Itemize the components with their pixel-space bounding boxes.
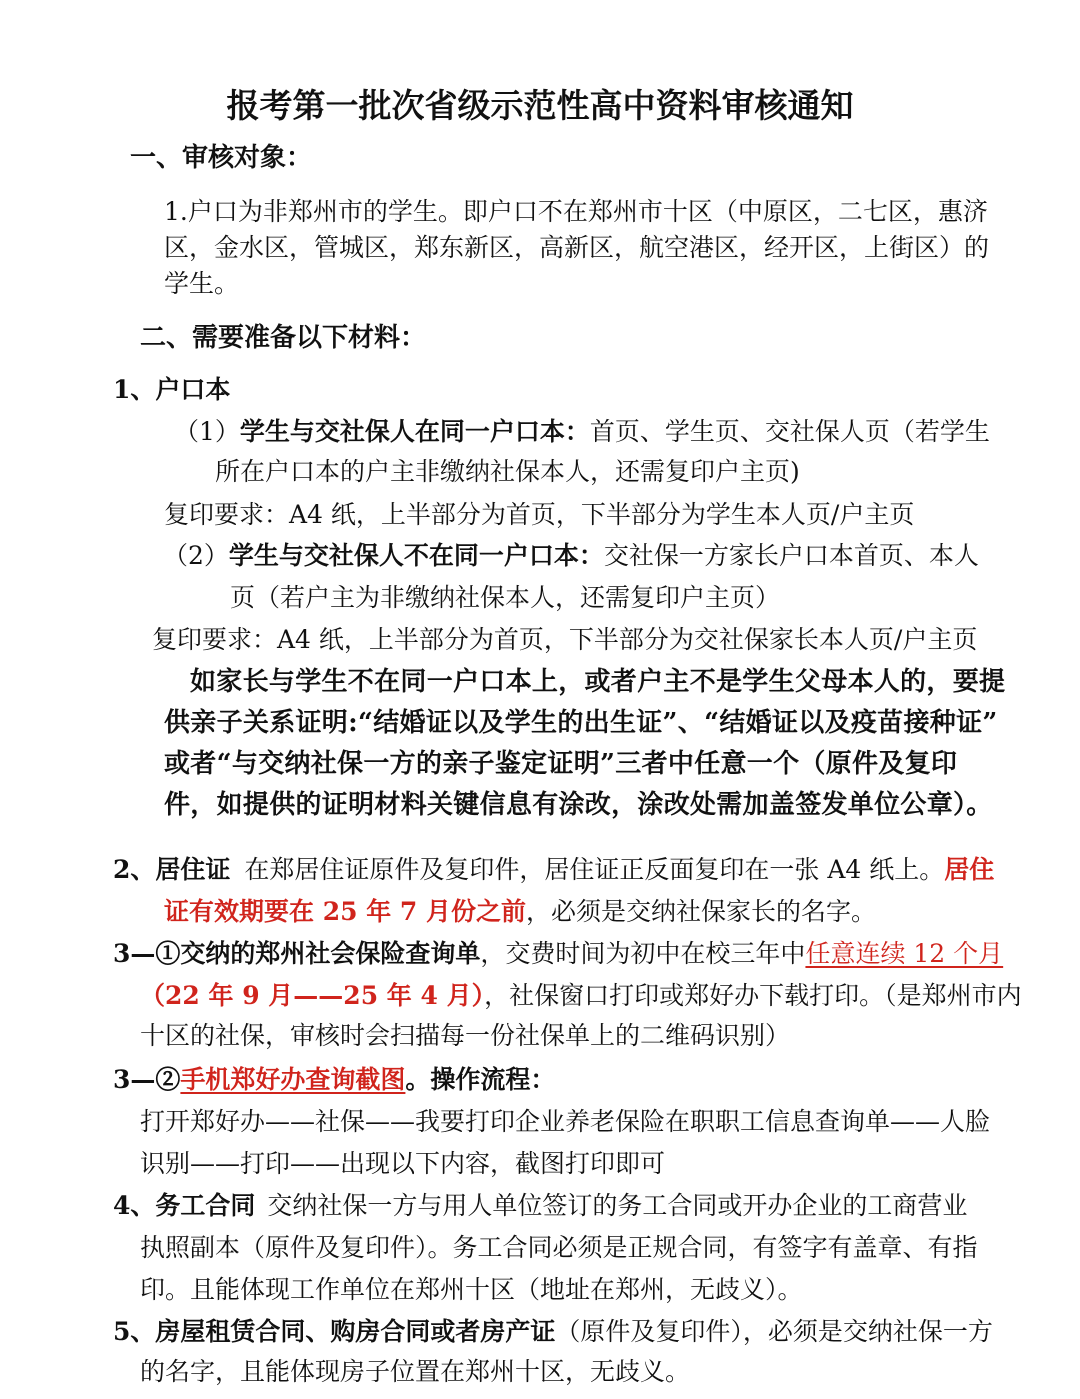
housing-line: 的名字，且能体现房子位置在郑州十区，无歧义。 [140, 1357, 691, 1386]
copy-requirement: 复印要求：A4 纸，上半部分为首页，下半部分为交社保家长本人页/户主页 [152, 625, 978, 654]
social-insurance-tail: ，社保窗口打印或郑好办下载打印。（是郑州市内 [484, 981, 1022, 1010]
section1-line: 学生。 [164, 269, 240, 298]
item-labor-contract [113, 1188, 967, 1224]
item-prefix: 3—② [113, 1065, 181, 1094]
residence-tail: ，必须是交纳社保家长的名字。 [526, 897, 877, 926]
residence-text: 在郑居住证原件及复印件，居住证正反面复印在一张 A4 纸上。 [244, 855, 945, 884]
labor-contract-text: 交纳社保一方与用人单位签订的务工合同或开办企业的工商营业 [267, 1191, 968, 1220]
residence-highlight: 居住 [944, 855, 995, 884]
section-heading-materials: 二、需要准备以下材料： [140, 323, 427, 353]
labor-contract-line: 印。且能体现工作单位在郑州十区（地址在郑州，无歧义）。 [140, 1275, 803, 1304]
operation-flow-line: 识别——打印——出现以下内容，截图打印即可 [140, 1149, 666, 1178]
section-heading-audit-target: 一、审核对象： [130, 143, 313, 173]
item-phone-screenshot [113, 1062, 555, 1098]
residence-highlight: 证有效期要在 25 年 7 月份之前 [164, 897, 527, 926]
emphasis-line: 件，如提供的证明材料关键信息有涂改，涂改处需加盖签发单位公章）。 [164, 790, 993, 820]
item-heading-labor-contract: 4、务工合同 [113, 1191, 256, 1220]
item-heading-social-insurance: 交纳的郑州社会保险查询单 [180, 939, 481, 968]
sub-item-continuation: 页（若户主为非缴纳社保本人，还需复印户主页） [230, 583, 781, 612]
social-insurance-note: 十区的社保，审核时会扫描每一份社保单上的二维码识别） [140, 1021, 791, 1050]
labor-contract-line: 执照副本（原件及复印件）。务工合同必须是正规合同，有签字有盖章、有指 [140, 1233, 978, 1262]
housing-text: （原件及复印件），必须是交纳社保一方 [555, 1317, 993, 1346]
sub-item-label: （1） [174, 417, 240, 446]
sub-item-different-register [163, 538, 979, 574]
section1-line: 1.户口为非郑州市的学生。即户口不在郑州市十区（中原区，二七区，惠济 [164, 197, 988, 226]
page-title: 报考第一批次省级示范性高中资料审核通知 [226, 86, 854, 125]
item-heading-hukou: 1、户口本 [113, 375, 231, 404]
residence-continuation [164, 894, 876, 930]
item-heading-residence: 2、居住证 [113, 855, 231, 884]
item-housing [113, 1314, 993, 1350]
screenshot-highlight: 手机郑好办查询截图 [180, 1065, 406, 1094]
emphasis-line: 如家长与学生不在同一户口本上，或者户主不是学生父母本人的，要提 [190, 667, 1006, 697]
sub-item-label: （2） [163, 541, 229, 570]
social-insurance-highlight: 任意连续 12 个月 [805, 939, 1004, 968]
copy-requirement: 复印要求：A4 纸，上半部分为首页，下半部分为学生本人页/户主页 [164, 500, 915, 529]
sub-item-bold: 学生与交社保人在同一户口本： [239, 417, 590, 446]
emphasis-line: 供亲子关系证明:“结婚证以及学生的出生证”、“结婚证以及疫苗接种证” [164, 708, 998, 738]
section1-line: 区，金水区，管城区，郑东新区，高新区，航空港区，经开区，上街区）的 [164, 233, 990, 262]
item-residence-permit [113, 852, 994, 888]
sub-item-bold: 学生与交社保人不在同一户口本： [228, 541, 604, 570]
sub-item-text: 交社保一方家长户口本首页、本人 [603, 541, 979, 570]
social-insurance-continuation [140, 978, 1022, 1014]
sub-item-same-register [174, 414, 990, 450]
sub-item-continuation: 所在户口本的户主非缴纳社保本人，还需复印户主页) [215, 457, 800, 486]
operation-flow-label: 。操作流程： [405, 1065, 556, 1094]
social-insurance-period: （22 年 9 月——25 年 4 月） [140, 981, 485, 1010]
item-heading-housing: 5、房屋租赁合同、购房合同或者房产证 [113, 1317, 556, 1346]
emphasis-line: 或者“与交纳社保一方的亲子鉴定证明”三者中任意一个（原件及复印 [164, 749, 958, 779]
operation-flow-line: 打开郑好办——社保——我要打印企业养老保险在职职工信息查询单——人脸 [140, 1107, 991, 1136]
item-social-insurance [113, 936, 1003, 972]
social-insurance-text: ，交费时间为初中在校三年中 [480, 939, 806, 968]
item-prefix: 3—① [113, 939, 181, 968]
sub-item-text: 首页、学生页、交社保人页（若学生 [589, 417, 990, 446]
